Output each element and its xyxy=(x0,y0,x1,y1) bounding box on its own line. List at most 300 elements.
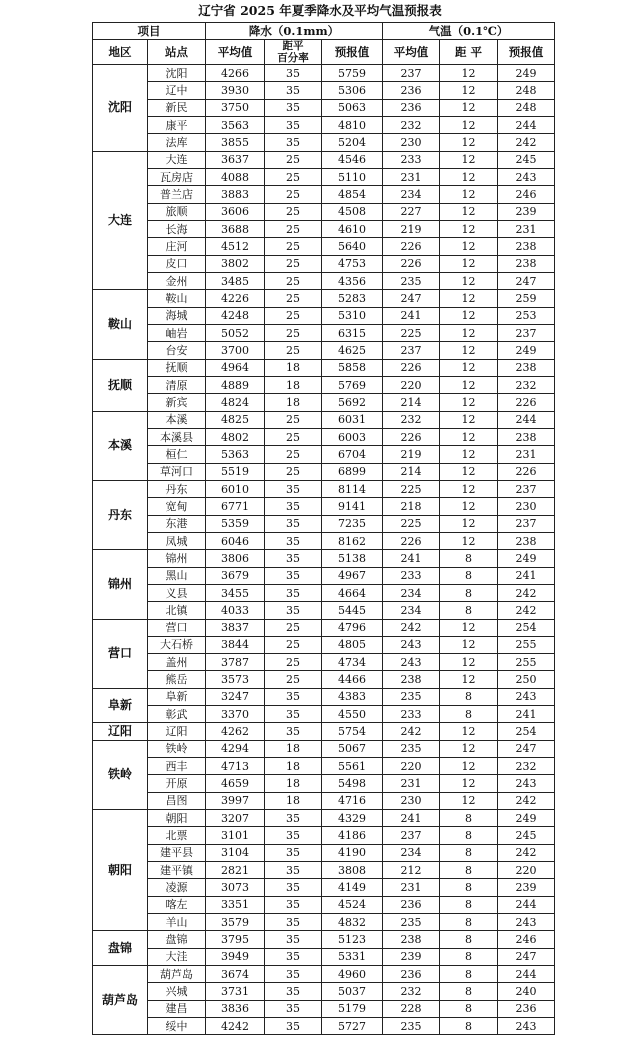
precip-anomaly-cell: 25 xyxy=(265,238,322,255)
precip-forecast-cell: 5306 xyxy=(322,82,383,99)
temp-forecast-cell: 237 xyxy=(498,515,555,532)
temp-anomaly-cell: 12 xyxy=(440,116,498,133)
temp-anomaly-cell: 12 xyxy=(440,168,498,185)
station-cell: 海城 xyxy=(148,307,206,324)
station-cell: 法库 xyxy=(148,134,206,151)
temp-anomaly-cell: 12 xyxy=(440,446,498,463)
temp-anomaly-cell: 8 xyxy=(440,948,498,965)
temp-forecast-cell: 231 xyxy=(498,220,555,237)
temp-avg-cell: 226 xyxy=(383,238,440,255)
temp-forecast-cell: 254 xyxy=(498,723,555,740)
temp-avg-cell: 219 xyxy=(383,220,440,237)
precip-forecast-cell: 4716 xyxy=(322,792,383,809)
temp-forecast-cell: 249 xyxy=(498,810,555,827)
precip-anomaly-cell: 25 xyxy=(265,619,322,636)
temp-anomaly-cell: 12 xyxy=(440,99,498,116)
precip-avg-cell: 5359 xyxy=(206,515,265,532)
precip-anomaly-cell: 35 xyxy=(265,948,322,965)
temp-avg-cell: 232 xyxy=(383,983,440,1000)
precip-avg-cell: 4294 xyxy=(206,740,265,757)
table-row xyxy=(93,827,555,844)
temp-anomaly-cell: 12 xyxy=(440,740,498,757)
table-row xyxy=(93,515,555,532)
temp-anomaly-cell: 12 xyxy=(440,307,498,324)
station-cell: 瓦房店 xyxy=(148,168,206,185)
station-cell: 辽中 xyxy=(148,82,206,99)
temp-forecast-cell: 243 xyxy=(498,168,555,185)
temp-forecast-cell: 247 xyxy=(498,272,555,289)
table-row xyxy=(93,186,555,203)
table-row xyxy=(93,394,555,411)
temp-avg-cell: 241 xyxy=(383,810,440,827)
table-row xyxy=(93,550,555,567)
temp-anomaly-cell: 12 xyxy=(440,359,498,376)
station-cell: 营口 xyxy=(148,619,206,636)
temp-avg-cell: 225 xyxy=(383,324,440,341)
precip-forecast-cell: 5037 xyxy=(322,983,383,1000)
temp-anomaly-cell: 12 xyxy=(440,151,498,168)
precip-forecast-cell: 4610 xyxy=(322,220,383,237)
temp-avg-cell: 236 xyxy=(383,966,440,983)
precip-avg-cell: 6771 xyxy=(206,498,265,515)
temp-avg-cell: 234 xyxy=(383,844,440,861)
temp-anomaly-cell: 12 xyxy=(440,758,498,775)
precip-avg-cell: 4266 xyxy=(206,65,265,82)
table-row xyxy=(93,740,555,757)
temp-anomaly-cell: 12 xyxy=(440,480,498,497)
header-precip-anomaly-line2: 百分率 xyxy=(277,52,309,64)
table-row xyxy=(93,688,555,705)
region-cell: 盘锦 xyxy=(93,931,148,966)
table-row xyxy=(93,116,555,133)
precip-forecast-cell: 4967 xyxy=(322,567,383,584)
table-title: 辽宁省 2025 年夏季降水及平均气温预报表 xyxy=(198,3,442,18)
precip-forecast-cell: 5123 xyxy=(322,931,383,948)
station-cell: 金州 xyxy=(148,272,206,289)
temp-forecast-cell: 259 xyxy=(498,290,555,307)
precip-anomaly-cell: 35 xyxy=(265,723,322,740)
precip-avg-cell: 3370 xyxy=(206,706,265,723)
temp-anomaly-cell: 8 xyxy=(440,706,498,723)
temp-forecast-cell: 249 xyxy=(498,342,555,359)
precip-avg-cell: 3637 xyxy=(206,151,265,168)
temp-anomaly-cell: 12 xyxy=(440,255,498,272)
temp-anomaly-cell: 8 xyxy=(440,966,498,983)
table-row xyxy=(93,134,555,151)
header-precip-avg: 平均值 xyxy=(206,40,265,65)
station-cell: 大连 xyxy=(148,151,206,168)
temp-avg-cell: 228 xyxy=(383,1000,440,1017)
precip-forecast-cell: 4356 xyxy=(322,272,383,289)
temp-forecast-cell: 249 xyxy=(498,65,555,82)
temp-avg-cell: 230 xyxy=(383,134,440,151)
temp-avg-cell: 238 xyxy=(383,931,440,948)
station-cell: 本溪县 xyxy=(148,428,206,445)
table-row xyxy=(93,896,555,913)
temp-forecast-cell: 243 xyxy=(498,914,555,931)
temp-avg-cell: 220 xyxy=(383,376,440,393)
temp-anomaly-cell: 12 xyxy=(440,792,498,809)
precip-anomaly-cell: 35 xyxy=(265,584,322,601)
table-row xyxy=(93,255,555,272)
temp-avg-cell: 232 xyxy=(383,411,440,428)
table-row xyxy=(93,65,555,82)
station-cell: 朝阳 xyxy=(148,810,206,827)
table-row xyxy=(93,532,555,549)
table-row xyxy=(93,446,555,463)
region-cell: 铁岭 xyxy=(93,740,148,809)
temp-avg-cell: 234 xyxy=(383,602,440,619)
region-cell: 朝阳 xyxy=(93,810,148,931)
precip-forecast-cell: 4546 xyxy=(322,151,383,168)
table-row xyxy=(93,411,555,428)
temp-avg-cell: 220 xyxy=(383,758,440,775)
station-cell: 建平镇 xyxy=(148,862,206,879)
temp-avg-cell: 231 xyxy=(383,775,440,792)
precip-anomaly-cell: 25 xyxy=(265,220,322,237)
precip-forecast-cell: 6899 xyxy=(322,463,383,480)
temp-avg-cell: 237 xyxy=(383,342,440,359)
table-row xyxy=(93,82,555,99)
precip-avg-cell: 3855 xyxy=(206,134,265,151)
header-precip-anomaly-line1: 距平 xyxy=(282,40,304,52)
temp-anomaly-cell: 12 xyxy=(440,394,498,411)
precip-forecast-cell: 4329 xyxy=(322,810,383,827)
region-cell: 大连 xyxy=(93,151,148,290)
precip-avg-cell: 3104 xyxy=(206,844,265,861)
temp-forecast-cell: 243 xyxy=(498,1018,555,1035)
table-row xyxy=(93,810,555,827)
precip-anomaly-cell: 35 xyxy=(265,1018,322,1035)
precip-avg-cell: 3787 xyxy=(206,654,265,671)
precip-anomaly-cell: 18 xyxy=(265,775,322,792)
temp-forecast-cell: 247 xyxy=(498,948,555,965)
precip-anomaly-cell: 35 xyxy=(265,844,322,861)
temp-avg-cell: 226 xyxy=(383,428,440,445)
temp-forecast-cell: 241 xyxy=(498,567,555,584)
header-region: 地区 xyxy=(93,40,148,65)
precip-anomaly-cell: 35 xyxy=(265,550,322,567)
table-row xyxy=(93,238,555,255)
temp-avg-cell: 235 xyxy=(383,740,440,757)
precip-avg-cell: 3679 xyxy=(206,567,265,584)
station-cell: 葫芦岛 xyxy=(148,966,206,983)
station-cell: 西丰 xyxy=(148,758,206,775)
temp-avg-cell: 236 xyxy=(383,896,440,913)
precip-forecast-cell: 4466 xyxy=(322,671,383,688)
temp-forecast-cell: 250 xyxy=(498,671,555,688)
temp-anomaly-cell: 8 xyxy=(440,931,498,948)
table-row xyxy=(93,879,555,896)
precip-avg-cell: 3573 xyxy=(206,671,265,688)
temp-anomaly-cell: 12 xyxy=(440,220,498,237)
temp-anomaly-cell: 8 xyxy=(440,1018,498,1035)
table-row xyxy=(93,324,555,341)
precip-avg-cell: 4226 xyxy=(206,290,265,307)
station-cell: 义县 xyxy=(148,584,206,601)
station-cell: 彰武 xyxy=(148,706,206,723)
table-row xyxy=(93,272,555,289)
region-cell: 本溪 xyxy=(93,411,148,480)
temp-anomaly-cell: 8 xyxy=(440,567,498,584)
station-cell: 锦州 xyxy=(148,550,206,567)
precip-forecast-cell: 5283 xyxy=(322,290,383,307)
temp-avg-cell: 226 xyxy=(383,359,440,376)
precip-anomaly-cell: 35 xyxy=(265,480,322,497)
precip-anomaly-cell: 35 xyxy=(265,567,322,584)
precip-anomaly-cell: 25 xyxy=(265,342,322,359)
temp-forecast-cell: 238 xyxy=(498,255,555,272)
precip-forecast-cell: 5310 xyxy=(322,307,383,324)
station-cell: 清原 xyxy=(148,376,206,393)
header-temp: 气温（0.1℃） xyxy=(383,23,555,40)
temp-avg-cell: 218 xyxy=(383,498,440,515)
temp-forecast-cell: 239 xyxy=(498,203,555,220)
temp-avg-cell: 225 xyxy=(383,480,440,497)
precip-anomaly-cell: 25 xyxy=(265,290,322,307)
temp-forecast-cell: 239 xyxy=(498,879,555,896)
station-cell: 岫岩 xyxy=(148,324,206,341)
precip-anomaly-cell: 18 xyxy=(265,758,322,775)
temp-forecast-cell: 247 xyxy=(498,740,555,757)
temp-anomaly-cell: 12 xyxy=(440,186,498,203)
temp-avg-cell: 233 xyxy=(383,151,440,168)
precip-forecast-cell: 3808 xyxy=(322,862,383,879)
temp-forecast-cell: 220 xyxy=(498,862,555,879)
precip-forecast-cell: 4149 xyxy=(322,879,383,896)
temp-avg-cell: 230 xyxy=(383,792,440,809)
temp-avg-cell: 247 xyxy=(383,290,440,307)
table-row xyxy=(93,168,555,185)
station-cell: 辽阳 xyxy=(148,723,206,740)
precip-avg-cell: 3930 xyxy=(206,82,265,99)
temp-anomaly-cell: 12 xyxy=(440,636,498,653)
temp-forecast-cell: 238 xyxy=(498,428,555,445)
table-row xyxy=(93,862,555,879)
table-row xyxy=(93,498,555,515)
temp-avg-cell: 234 xyxy=(383,186,440,203)
temp-anomaly-cell: 8 xyxy=(440,862,498,879)
precip-anomaly-cell: 35 xyxy=(265,1000,322,1017)
station-cell: 黑山 xyxy=(148,567,206,584)
temp-forecast-cell: 255 xyxy=(498,654,555,671)
precip-avg-cell: 6046 xyxy=(206,532,265,549)
temp-forecast-cell: 242 xyxy=(498,602,555,619)
temp-forecast-cell: 248 xyxy=(498,82,555,99)
precip-avg-cell: 3688 xyxy=(206,220,265,237)
temp-forecast-cell: 243 xyxy=(498,688,555,705)
table-body xyxy=(93,65,555,1035)
header-item: 项目 xyxy=(93,23,206,40)
precip-forecast-cell: 5692 xyxy=(322,394,383,411)
temp-anomaly-cell: 12 xyxy=(440,342,498,359)
table-row xyxy=(93,480,555,497)
station-cell: 新宾 xyxy=(148,394,206,411)
table-row xyxy=(93,619,555,636)
temp-forecast-cell: 238 xyxy=(498,359,555,376)
temp-forecast-cell: 241 xyxy=(498,706,555,723)
precip-anomaly-cell: 35 xyxy=(265,966,322,983)
temp-forecast-cell: 226 xyxy=(498,463,555,480)
table-row xyxy=(93,463,555,480)
precip-anomaly-cell: 35 xyxy=(265,914,322,931)
table-row xyxy=(93,914,555,931)
precip-anomaly-cell: 35 xyxy=(265,896,322,913)
temp-avg-cell: 235 xyxy=(383,1018,440,1035)
temp-avg-cell: 235 xyxy=(383,272,440,289)
temp-avg-cell: 241 xyxy=(383,550,440,567)
table-row xyxy=(93,359,555,376)
temp-anomaly-cell: 8 xyxy=(440,1000,498,1017)
station-cell: 建平县 xyxy=(148,844,206,861)
precip-avg-cell: 3563 xyxy=(206,116,265,133)
region-cell: 阜新 xyxy=(93,688,148,723)
precip-forecast-cell: 6315 xyxy=(322,324,383,341)
precip-forecast-cell: 4832 xyxy=(322,914,383,931)
table-row xyxy=(93,307,555,324)
station-cell: 长海 xyxy=(148,220,206,237)
temp-avg-cell: 232 xyxy=(383,116,440,133)
precip-anomaly-cell: 25 xyxy=(265,255,322,272)
station-cell: 喀左 xyxy=(148,896,206,913)
header-temp-anomaly: 距 平 xyxy=(440,40,498,65)
temp-avg-cell: 238 xyxy=(383,671,440,688)
precip-avg-cell: 3073 xyxy=(206,879,265,896)
precip-avg-cell: 3351 xyxy=(206,896,265,913)
table-row xyxy=(93,584,555,601)
precip-avg-cell: 5519 xyxy=(206,463,265,480)
temp-forecast-cell: 236 xyxy=(498,1000,555,1017)
precip-anomaly-cell: 25 xyxy=(265,272,322,289)
header-temp-avg: 平均值 xyxy=(383,40,440,65)
precip-forecast-cell: 4734 xyxy=(322,654,383,671)
precip-forecast-cell: 5179 xyxy=(322,1000,383,1017)
temp-avg-cell: 239 xyxy=(383,948,440,965)
region-cell: 抚顺 xyxy=(93,359,148,411)
temp-forecast-cell: 243 xyxy=(498,775,555,792)
precip-anomaly-cell: 35 xyxy=(265,498,322,515)
precip-anomaly-cell: 35 xyxy=(265,99,322,116)
precip-anomaly-cell: 18 xyxy=(265,359,322,376)
temp-avg-cell: 212 xyxy=(383,862,440,879)
temp-anomaly-cell: 12 xyxy=(440,619,498,636)
precip-forecast-cell: 5561 xyxy=(322,758,383,775)
precip-avg-cell: 3949 xyxy=(206,948,265,965)
temp-forecast-cell: 231 xyxy=(498,446,555,463)
precip-forecast-cell: 4810 xyxy=(322,116,383,133)
table-row xyxy=(93,931,555,948)
precip-forecast-cell: 5138 xyxy=(322,550,383,567)
station-cell: 东港 xyxy=(148,515,206,532)
table-row xyxy=(93,758,555,775)
precip-anomaly-cell: 35 xyxy=(265,134,322,151)
temp-anomaly-cell: 12 xyxy=(440,723,498,740)
precip-forecast-cell: 5063 xyxy=(322,99,383,116)
temp-anomaly-cell: 12 xyxy=(440,290,498,307)
temp-anomaly-cell: 12 xyxy=(440,376,498,393)
region-cell: 辽阳 xyxy=(93,723,148,740)
station-cell: 草河口 xyxy=(148,463,206,480)
region-cell: 营口 xyxy=(93,619,148,688)
temp-forecast-cell: 230 xyxy=(498,498,555,515)
precip-forecast-cell: 5858 xyxy=(322,359,383,376)
precip-avg-cell: 4825 xyxy=(206,411,265,428)
station-cell: 抚顺 xyxy=(148,359,206,376)
precip-anomaly-cell: 18 xyxy=(265,394,322,411)
precip-avg-cell: 4824 xyxy=(206,394,265,411)
precip-forecast-cell: 5727 xyxy=(322,1018,383,1035)
temp-anomaly-cell: 12 xyxy=(440,411,498,428)
precip-avg-cell: 3802 xyxy=(206,255,265,272)
temp-forecast-cell: 226 xyxy=(498,394,555,411)
station-cell: 新民 xyxy=(148,99,206,116)
station-cell: 北镇 xyxy=(148,602,206,619)
temp-avg-cell: 243 xyxy=(383,636,440,653)
station-cell: 普兰店 xyxy=(148,186,206,203)
precip-anomaly-cell: 35 xyxy=(265,879,322,896)
table-row xyxy=(93,654,555,671)
temp-anomaly-cell: 12 xyxy=(440,203,498,220)
table-row xyxy=(93,966,555,983)
precip-anomaly-cell: 25 xyxy=(265,151,322,168)
precip-avg-cell: 3247 xyxy=(206,688,265,705)
precip-anomaly-cell: 25 xyxy=(265,428,322,445)
station-cell: 建昌 xyxy=(148,1000,206,1017)
precip-forecast-cell: 5640 xyxy=(322,238,383,255)
precip-forecast-cell: 5204 xyxy=(322,134,383,151)
precip-avg-cell: 3806 xyxy=(206,550,265,567)
precip-avg-cell: 3836 xyxy=(206,1000,265,1017)
header-precip-forecast: 预报值 xyxy=(322,40,383,65)
temp-anomaly-cell: 12 xyxy=(440,671,498,688)
region-cell: 丹东 xyxy=(93,480,148,549)
table-row xyxy=(93,671,555,688)
temp-forecast-cell: 255 xyxy=(498,636,555,653)
precip-anomaly-cell: 18 xyxy=(265,740,322,757)
precip-anomaly-cell: 35 xyxy=(265,515,322,532)
region-cell: 鞍山 xyxy=(93,290,148,359)
table-row xyxy=(93,775,555,792)
temp-forecast-cell: 254 xyxy=(498,619,555,636)
precip-forecast-cell: 5754 xyxy=(322,723,383,740)
station-cell: 昌图 xyxy=(148,792,206,809)
precip-forecast-cell: 4625 xyxy=(322,342,383,359)
station-cell: 鞍山 xyxy=(148,290,206,307)
header-precip: 降水（0.1mm） xyxy=(206,23,383,40)
station-cell: 大石桥 xyxy=(148,636,206,653)
precip-avg-cell: 4262 xyxy=(206,723,265,740)
station-cell: 盖州 xyxy=(148,654,206,671)
table-row xyxy=(93,151,555,168)
temp-anomaly-cell: 12 xyxy=(440,324,498,341)
precip-forecast-cell: 5110 xyxy=(322,168,383,185)
precip-avg-cell: 6010 xyxy=(206,480,265,497)
temp-anomaly-cell: 12 xyxy=(440,515,498,532)
precip-anomaly-cell: 35 xyxy=(265,862,322,879)
precip-forecast-cell: 4524 xyxy=(322,896,383,913)
precip-anomaly-cell: 25 xyxy=(265,636,322,653)
temp-avg-cell: 241 xyxy=(383,307,440,324)
station-cell: 宽甸 xyxy=(148,498,206,515)
temp-avg-cell: 237 xyxy=(383,65,440,82)
precip-avg-cell: 4659 xyxy=(206,775,265,792)
table-row xyxy=(93,290,555,307)
temp-avg-cell: 226 xyxy=(383,532,440,549)
precip-anomaly-cell: 35 xyxy=(265,810,322,827)
table-row xyxy=(93,983,555,1000)
precip-forecast-cell: 4664 xyxy=(322,584,383,601)
station-cell: 台安 xyxy=(148,342,206,359)
